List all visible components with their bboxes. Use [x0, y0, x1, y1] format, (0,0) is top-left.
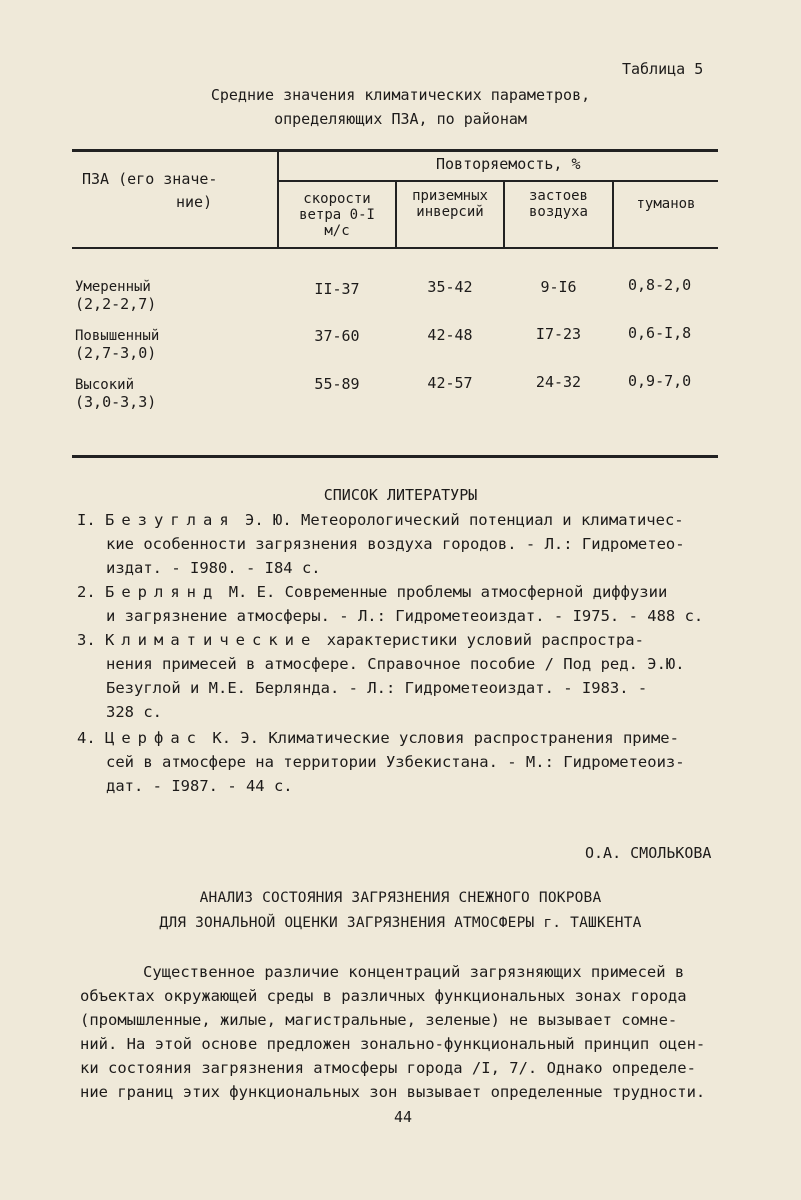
table-caption-line1: Средние значения климатических параметров, [210, 86, 591, 104]
reference-2-number: 2. [77, 583, 96, 601]
table-header-bottom-rule [72, 247, 718, 249]
row2-value1: 37-60 [314, 327, 360, 345]
article-body-line4: ний. На этой основе предложен зонально-функциональный принцип оцен- [80, 1035, 706, 1053]
row2-value4: 0,6-I,8 [628, 324, 692, 342]
article-body-line2: объектах окружающей среды в различных функциональных зонах города [80, 987, 687, 1005]
row2-value3: I7-23 [535, 325, 582, 343]
reference-2-line2: и загрязнение атмосферы. - Л.: Гидрометеоиздат. - I975. - 488 с. [106, 607, 704, 625]
header-group-title: Повторяемость, % [436, 155, 581, 173]
reference-3-line4: 328 с. [106, 703, 162, 721]
article-title-line2: ДЛЯ ЗОНАЛЬНОЙ ОЦЕНКИ ЗАГРЯЗНЕНИЯ АТМОСФЕРЫ г. ТАШКЕНТА [159, 915, 642, 931]
header-pza-line1: ПЗА (его значе- [82, 170, 218, 188]
reference-4-line2: сей в атмосфере на территории Узбекистана. - М.: Гидрометеоиз- [106, 753, 685, 771]
page-number: 44 [394, 1108, 413, 1126]
row3-value1: 55-89 [314, 375, 360, 393]
reference-4-line1: К. Э. Климатические условия распространения приме- [212, 729, 679, 747]
row1-value4: 0,8-2,0 [628, 276, 692, 294]
row1-value2: 35-42 [427, 278, 473, 296]
references-title: СПИСОК ЛИТЕРАТУРЫ [323, 486, 478, 504]
reference-1-number: I. [77, 511, 96, 529]
row2-value2: 42-48 [427, 326, 473, 344]
row3-value2: 42-57 [427, 374, 473, 392]
table-top-rule [72, 149, 718, 152]
table-group-rule [278, 180, 718, 182]
reference-3-line2: нения примесей в атмосфере. Справочное пособие / Под ред. Э.Ю. [106, 655, 685, 673]
reference-1-author: Безуглая [105, 511, 236, 529]
row2-range: (2,7-3,0) [75, 344, 157, 362]
row3-value4: 0,9-7,0 [628, 372, 692, 390]
reference-3-author: Климатические [105, 631, 318, 649]
header-sub1-line1: скорости [303, 191, 371, 207]
table-bottom-rule [72, 455, 718, 458]
table-caption-line2: определяющих ПЗА, по районам [274, 110, 527, 128]
reference-1 [77, 511, 684, 529]
table-sub-divider-3 [612, 181, 614, 248]
row1-name: Умеренный [75, 279, 151, 295]
row1-value3: 9-I6 [540, 278, 577, 296]
header-sub1-line2: ветра 0-I [299, 207, 375, 223]
reference-1-line2: кие особенности загрязнения воздуха городов. - Л.: Гидрометео- [106, 535, 685, 553]
reference-4-number: 4. [77, 729, 96, 747]
reference-4 [77, 729, 679, 747]
reference-4-author: Церфас [105, 729, 204, 747]
row3-name: Высокий [75, 377, 135, 393]
row1-value1: II-37 [314, 280, 360, 298]
row3-value3: 24-32 [535, 373, 582, 391]
reference-2-line1: М. Е. Современные проблемы атмосферной диффузии [228, 583, 668, 601]
article-author: О.А. СМОЛЬКОВА [585, 844, 712, 862]
reference-1-line1: Э. Ю. Метеорологический потенциал и климатичес- [245, 511, 684, 529]
reference-4-line3: дат. - I987. - 44 с. [106, 777, 293, 795]
article-body-line1: Существенное различие концентраций загрязняющих примесей в [143, 963, 685, 981]
row3-range: (3,0-3,3) [75, 393, 157, 411]
header-sub3-line1: застоев [528, 188, 588, 204]
reference-2-author: Берлянд [105, 583, 220, 601]
header-sub3-line2: воздуха [528, 204, 588, 220]
article-title-line1: АНАЛИЗ СОСТОЯНИЯ ЗАГРЯЗНЕНИЯ СНЕЖНОГО ПОКРОВА [199, 890, 602, 906]
header-sub1-line3: м/с [324, 223, 350, 239]
header-sub4: туманов [636, 196, 696, 212]
article-body-line5: ки состояния загрязнения атмосферы города /I, 7/. Однако определе- [80, 1059, 696, 1077]
row1-range: (2,2-2,7) [75, 295, 157, 313]
header-sub2-line2: инверсий [416, 204, 484, 220]
reference-2 [77, 583, 667, 601]
article-body-line6: ние границ этих функциональных зон вызывает определенные трудности. [80, 1083, 706, 1101]
reference-3-line3: Безуглой и М.Е. Берлянда. - Л.: Гидрометеоиздат. - I983. - [106, 679, 648, 697]
row2-name: Повышенный [75, 328, 160, 344]
reference-3-line1: характеристики условий распростра- [326, 631, 644, 649]
reference-3-number: 3. [77, 631, 96, 649]
reference-3 [77, 631, 644, 649]
table-label: Таблица 5 [622, 60, 704, 78]
reference-1-line3: издат. - I980. - I84 с. [106, 559, 321, 577]
header-pza-line2: ние) [176, 193, 213, 211]
article-body-line3: (промышленные, жилые, магистральные, зеленые) не вызывает сомне- [80, 1011, 678, 1029]
header-sub2-line1: приземных [412, 188, 488, 204]
